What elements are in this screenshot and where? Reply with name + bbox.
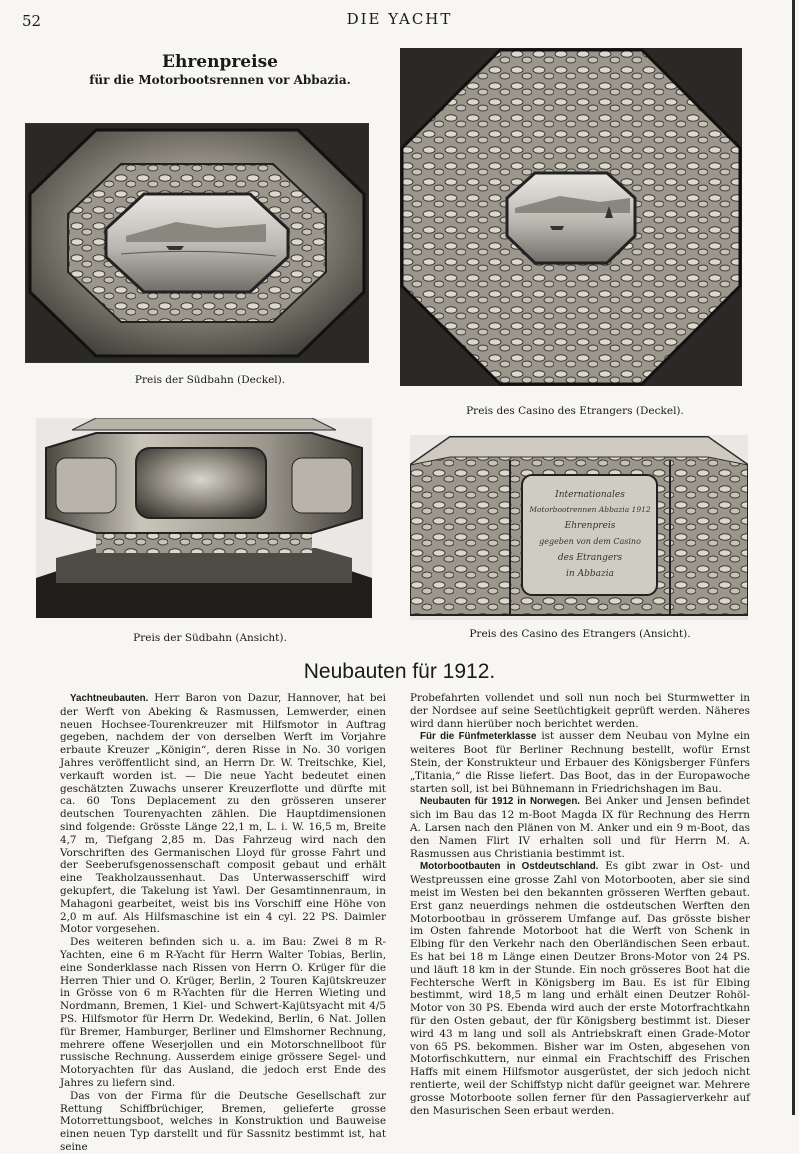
caption-sudbahn-view: Preis der Südbahn (Ansicht).	[133, 632, 287, 644]
paragraph-lead: Yachtneubauten.	[70, 693, 149, 704]
paragraph-body: Bei Anker und Jensen befindet sich im Bau das 12 m-Boot Magda IX für Rechnung des Herrn A. Larsen nach den Plänen von M. Anker und ein 9 m-Boot, das den Namen Flirt IV erhalten soll und für Herrn M. A. Rasmussen aus Christiania bestimmt ist.	[410, 795, 750, 860]
caption-casino-view: Preis des Casino des Etrangers (Ansicht).	[469, 628, 691, 640]
paragraph-ostdeutschland	[410, 860, 750, 1117]
text-column-left	[60, 692, 386, 1154]
caption-casino-lid: Preis des Casino des Etrangers (Deckel).	[466, 405, 684, 417]
photo-sudbahn-lid	[25, 123, 369, 363]
photo-casino-lid	[400, 48, 742, 386]
section-title: Ehrenpreise	[162, 52, 278, 72]
article-headline: Neubauten für 1912.	[303, 660, 496, 683]
page-number: 52	[22, 12, 42, 30]
paragraph-body: Herr Baron von Dazur, Hannover, hat bei der Werft von Abeking & Rasmussen, Lemwerder, einen neuen Hochsee-Tourenkreuzer mit Hilfsmotor in Auftrag gegeben, nachdem der von derselben Werft im Vorjahre erbaute Kreuzer „Königin“, deren Risse in No. 30 vorigen Jahres veröffentlicht sind, an Herrn Dr. W. Treitschke, Kiel, verkauft worden ist. — Die neue Yacht bedeutet einen geschätzten Zuwachs unserer Kreuzerflotte und dürfte mit ca. 60 Tons Deplacement zu den grösseren unserer deutschen Tourenyachten zählen. Die Hauptdimensionen sind folgende: Grösste Länge 22,1 m, L. i. W. 16,5 m, Breite 4,7 m, Tiefgang 2,85 m. Das Fahrzeug wird nach den Vorschriften des Germanischen Lloyd für grosse Fahrt und der Seeberufsgenossenschaft composit gebaut und erhält eine Teakholzaussenhaut. Das Unterwasserschiff wird gekupfert, die Takelung ist Yawl. Der Gesamtinnenraum, in Mahagoni gearbeitet, weist bis ins Vorschiff eine Höhe von 2,0 m auf. Als Hilfsmaschine ist ein 4 cyl. 22 PS. Daimler Motor vorgesehen.	[60, 692, 386, 936]
paragraph-lead: Für die Fünfmeterklasse	[420, 731, 537, 743]
plaque-line-4: gegeben von dem Casino	[539, 537, 641, 546]
paragraph-body: Es gibt zwar in Ost- und Westpreussen eine grosse Zahl von Motorbooten, aber sie sind meist im Westen bei den bekannten grösseren Werften gebaut. Erst ganz neuerdings nehmen die ostdeutschen Werften den Motorbootbau in grösserem Umfange auf. Das grösste bisher im Osten fahrende Motorboot hat die Werft von Schenk in Elbing für den Verkehr nach den Oberländischen Seen erbaut. Es hat bei 18 m Länge einen Deutzer Brons-Motor von 24 PS. und läuft 18 km in der Stunde. Ein noch grösseres Boot hat die Fechtersche Werft in Königsberg im Bau. Es ist für Elbing bestimmt, wird 18,5 m lang und erhält einen Deutzer Rohöl-Motor von 30 PS. Ebenda wird auch der erste Motorfrachtkahn für den Osten gebaut, der für Königsberg bestimmt ist. Dieser wird 43 m lang und soll als Antriebskraft einen Grade-Motor von 65 PS. bekommen. Bisher war im Osten, abgesehen von Motorfischkuttern, nur einmal ein Frachtschiff des Frischen Haffs mit einem Hilfsmotor ausgerüstet, der sich jedoch nicht rentierte, weil der Schiffstyp nicht dafür geeignet war. Mehrere grosse Motorboote sollen ferner für den Passagierverkehr auf den Masurischen Seen erbaut werden.	[410, 860, 751, 1117]
paragraph-yachtneubauten	[60, 692, 386, 936]
caption-sudbahn-lid: Preis der Südbahn (Deckel).	[134, 374, 286, 386]
paragraph-fuenfmeterklasse	[410, 730, 750, 795]
text-column-right	[410, 692, 750, 1117]
plaque-line-2: Motorbootrennen Abbazia 1912	[529, 505, 651, 514]
paragraph-probefahrten: Probefahrten vollendet und soll nun noch bei Sturmwetter in der Nordsee auf seine Seetüchtigkeit geprüft werden. Näheres wird dann hierüber noch berichtet werden.	[410, 692, 750, 730]
running-head: DIE YACHT	[346, 10, 453, 28]
paragraph-rettungsboot: Das von der Firma für die Deutsche Gesellschaft zur Rettung Schiffbrüchiger, Bremen, gelieferte grosse Motorrettungsboot, welches in Konstruktion und Bauweise einen neuen Typ darstellt und für Sassnitz bestimmt ist, hat seine	[60, 1089, 386, 1153]
plaque-line-1: Internationales	[555, 490, 625, 500]
photo-sudbahn-view	[36, 418, 372, 618]
section-subtitle: für die Motorbootsrennen vor Abbazia.	[89, 73, 351, 87]
paragraph-body: ist ausser dem Neubau von Mylne ein weiteres Boot für Berliner Rechnung bestellt, wofür Ernst Stein, der Konstrukteur und Erbauer des Königsberger Fünfers „Titania,“ die Risse liefert. Das Boot, das in der Europawoche starten soll, ist bei Bühnemann in Friedrichshagen im Bau.	[410, 730, 750, 795]
page-edge-rule	[792, 0, 795, 1115]
plaque-line-6: in Abbazia	[566, 569, 614, 579]
plaque-line-3: Ehrenpreis	[564, 521, 616, 531]
paragraph-lead: Neubauten für 1912 in Norwegen.	[420, 796, 581, 808]
paragraph-lead: Motorbootbauten in Ostdeutschland.	[420, 861, 599, 873]
photo-casino-view	[410, 435, 748, 620]
paragraph-des-weiteren: Des weiteren befinden sich u. a. im Bau: Zwei 8 m R-Yachten, eine 6 m R-Yacht für Herrn Walter Tobias, Berlin, eine Sonderklasse nach Rissen von Herrn O. Krüger für die Herren Thier und O. Krüger, Berlin, 2 Touren Kajütskreuzer in Grösse von 6 m R-Yachten für die Herren Wieting und Nordmann, Bremen, 1 Kiel- und Schwert-Kajütsyacht mit 4/5 PS. Hilfsmotor für Herrn Dr. Wedekind, Berlin, 6 Nat. Jollen für Bremer, Hamburger, Berliner und Elmshorner Rechnung, mehrere offene Weserjollen und ein Motorschnellboot für russische Rechnung. Ausserdem einige grössere Segel- und Motoryachten für das Ausland, die jedoch erst Ende des Jahres zu liefern sind.	[60, 936, 386, 1089]
paragraph-norwegen	[410, 795, 750, 860]
plaque-line-5: des Etrangers	[557, 553, 623, 563]
